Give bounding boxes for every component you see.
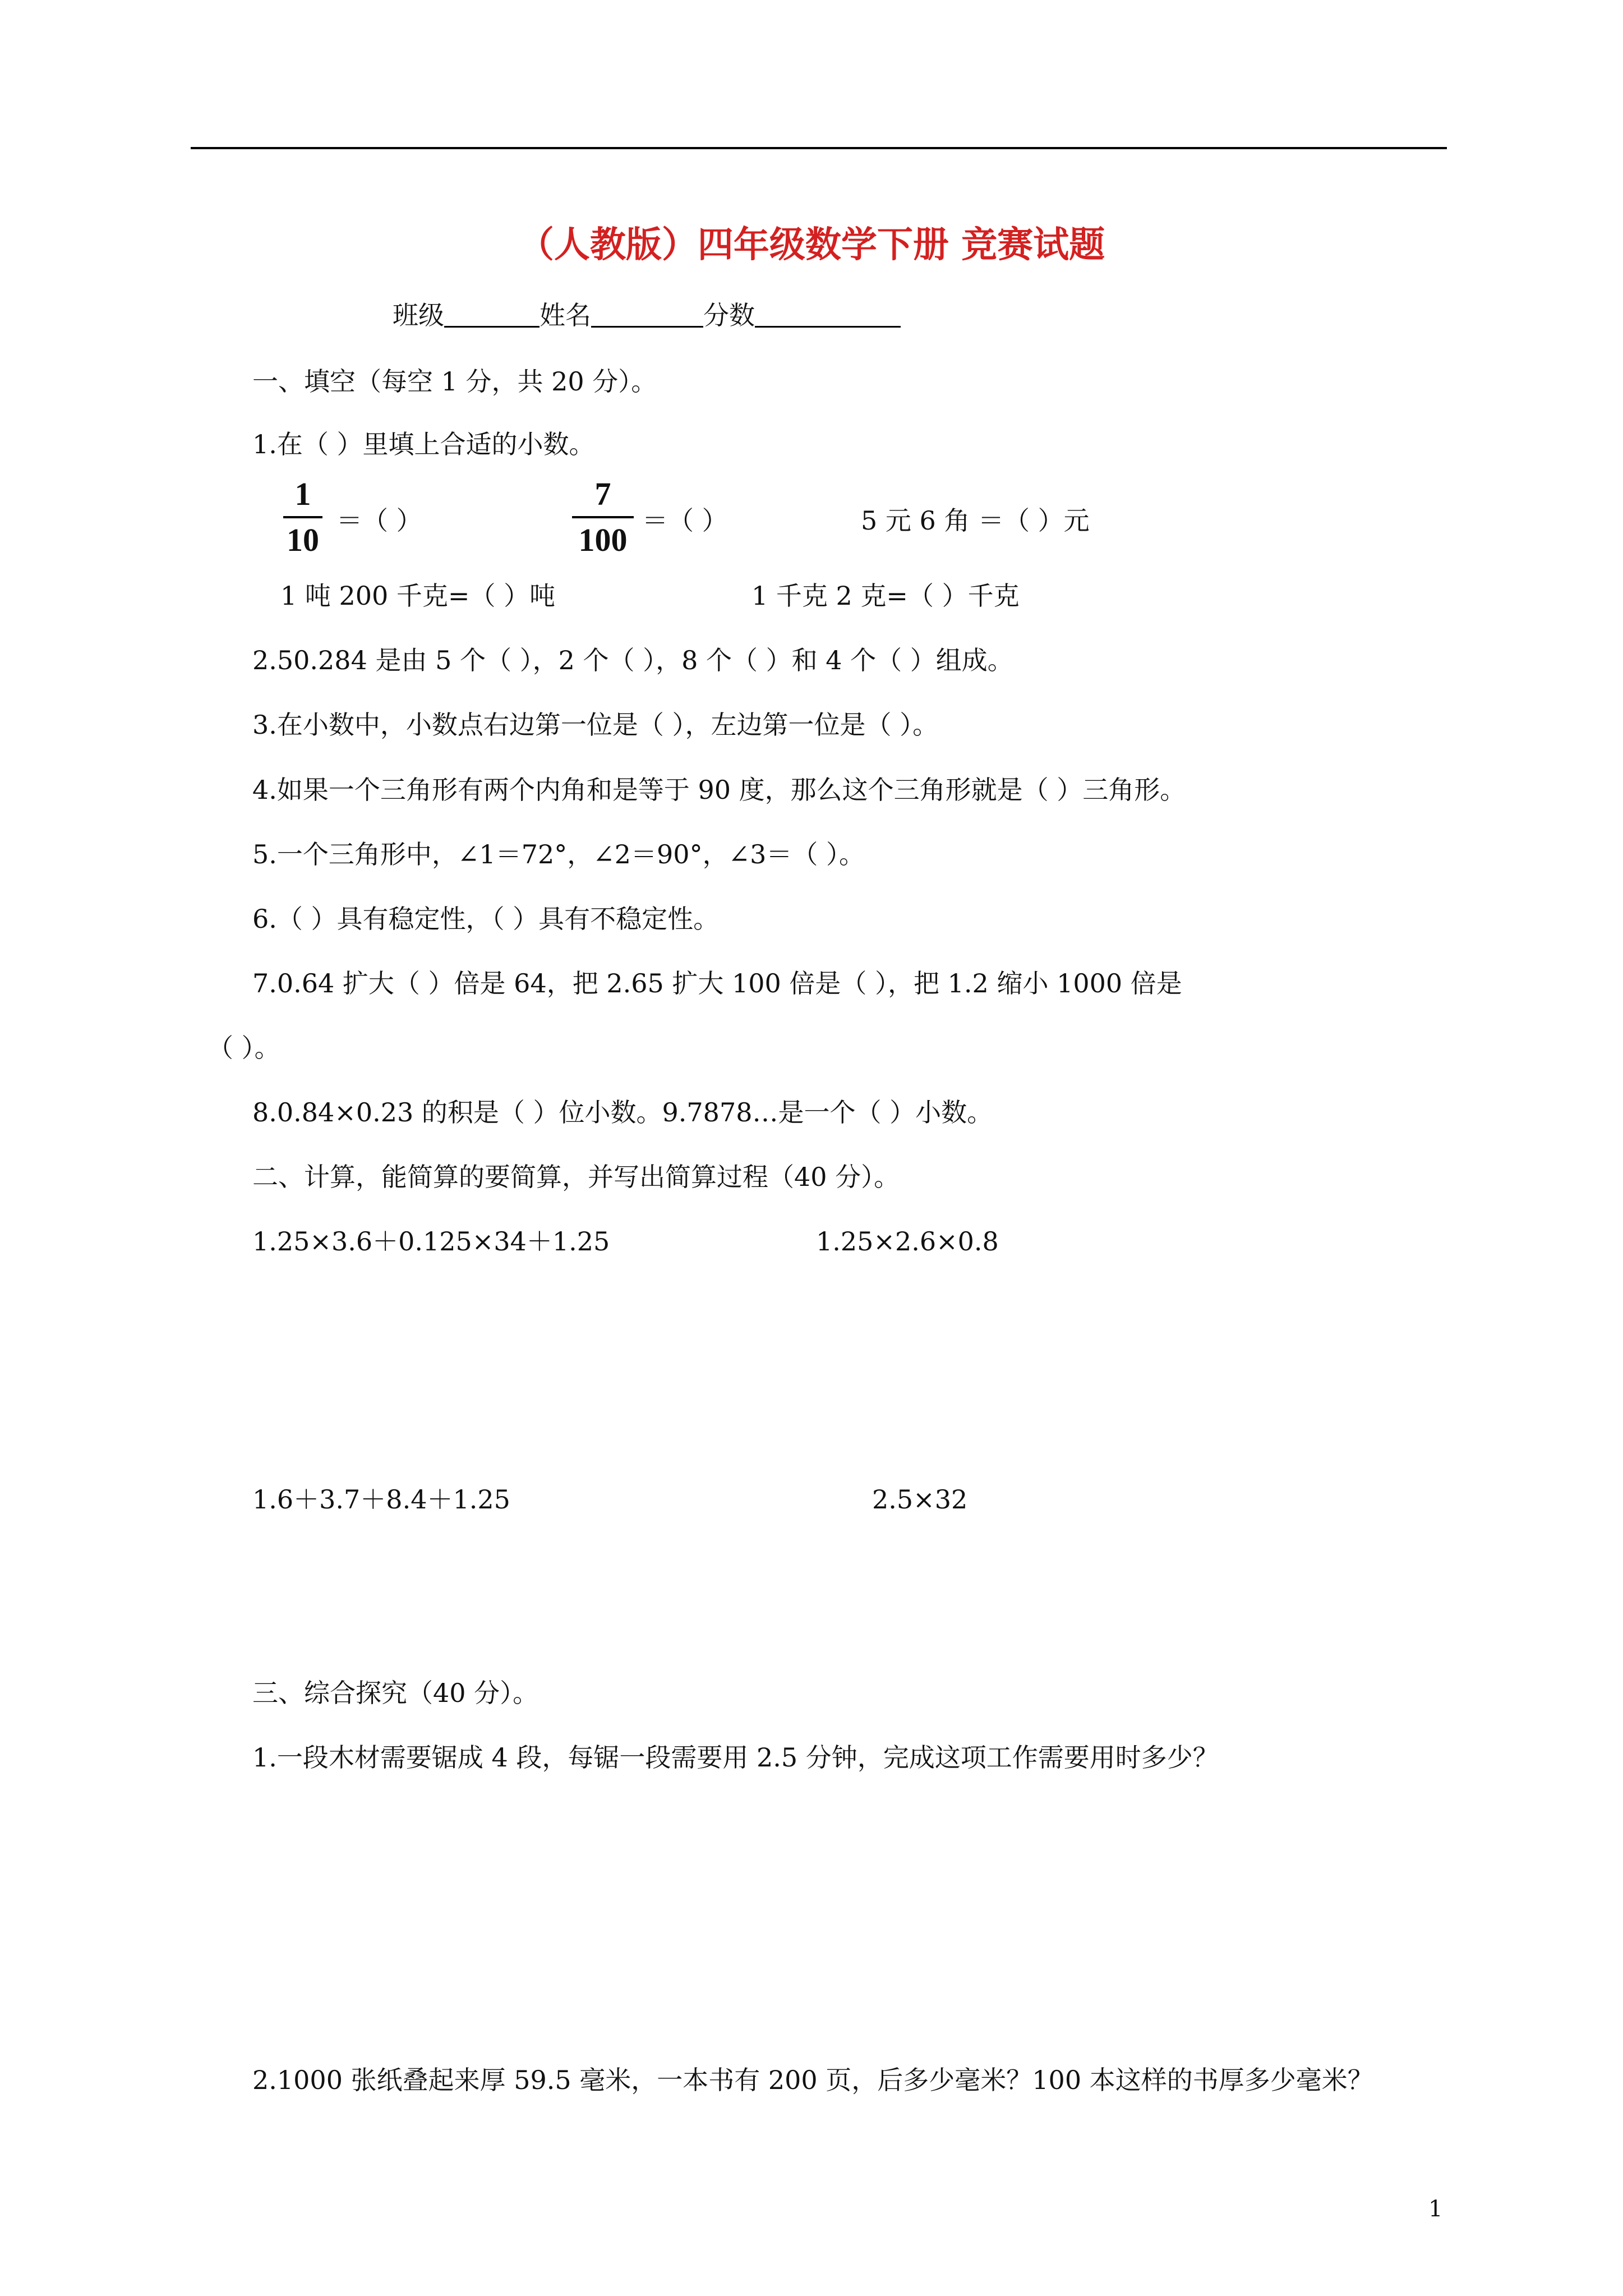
question-7-line-1: 7.0.64 扩大（ ）倍是 64，把 2.65 扩大 100 倍是（ ），把 1.2 缩小 1000 倍是 bbox=[252, 968, 1182, 999]
name-blank[interactable] bbox=[591, 301, 703, 328]
question-5: 5.一个三角形中，∠1＝72°，∠2＝90°，∠3＝（ ）。 bbox=[252, 839, 865, 869]
calc-3: 1.6＋3.7＋8.4＋1.25 bbox=[252, 1484, 510, 1515]
question-3: 3.在小数中，小数点右边第一位是（ ），左边第一位是（ ）。 bbox=[252, 710, 939, 740]
fraction-numerator: 7 bbox=[594, 476, 611, 512]
fraction-1-answer: ＝（ ） bbox=[336, 505, 422, 536]
calc-1: 1.25×3.6＋0.125×34＋1.25 bbox=[252, 1226, 610, 1257]
problem-2: 2.1000 张纸叠起来厚 59.5 毫米，一本书有 200 页，后多少毫米？100 本这样的书厚多少毫米？ bbox=[252, 2065, 1373, 2095]
score-blank[interactable] bbox=[755, 301, 901, 328]
page-number: 1 bbox=[1428, 2196, 1443, 2222]
fraction-7-100 bbox=[572, 476, 634, 559]
question-7-line-2: （ ）。 bbox=[208, 1033, 280, 1063]
q1-money: 5 元 6 角 ＝（ ）元 bbox=[861, 505, 1090, 536]
score-label: 分数 bbox=[703, 300, 755, 330]
class-blank[interactable] bbox=[444, 301, 540, 328]
fraction-bar bbox=[572, 516, 634, 518]
calc-4: 2.5×32 bbox=[872, 1484, 968, 1515]
question-4: 4.如果一个三角形有两个内角和是等于 90 度，那么这个三角形就是（ ）三角形。 bbox=[252, 775, 1186, 805]
calc-2: 1.25×2.6×0.8 bbox=[816, 1226, 999, 1257]
fraction-denominator: 10 bbox=[287, 522, 319, 558]
fraction-bar bbox=[283, 516, 322, 518]
fraction-numerator: 1 bbox=[294, 476, 311, 512]
class-label: 班级 bbox=[393, 300, 444, 330]
q1-kg: 1 千克 2 克=（ ）千克 bbox=[751, 581, 1020, 611]
fraction-denominator: 100 bbox=[578, 522, 628, 558]
question-6: 6.（ ）具有稳定性，（ ）具有不稳定性。 bbox=[252, 904, 720, 934]
fraction-2-answer: ＝（ ） bbox=[642, 505, 728, 536]
q1-intro: 1.在（ ）里填上合适的小数。 bbox=[252, 429, 595, 459]
question-2: 2.50.284 是由 5 个（ ），2 个（ ），8 个（ ）和 4 个（ ）组成。 bbox=[252, 645, 1013, 675]
name-label: 姓名 bbox=[540, 300, 591, 330]
student-info-row bbox=[393, 298, 901, 332]
problem-1: 1.一段木材需要锯成 4 段，每锯一段需要用 2.5 分钟，完成这项工作需要用时多少？ bbox=[252, 1742, 1219, 1773]
section3-heading: 三、综合探究（40 分）。 bbox=[252, 1678, 539, 1708]
fraction-1-10 bbox=[283, 476, 322, 559]
section1-heading: 一、填空（每空 1 分，共 20 分）。 bbox=[252, 366, 657, 397]
question-8: 8.0.84×0.23 的积是（ ）位小数。9.7878…是一个（ ）小数。 bbox=[252, 1097, 993, 1128]
q1-ton: 1 吨 200 千克=（ ）吨 bbox=[280, 581, 556, 611]
section2-heading: 二、计算，能简算的要简算，并写出简算过程（40 分）。 bbox=[252, 1162, 900, 1192]
page-title: （人教版）四年级数学下册 竞赛试题 bbox=[518, 224, 1105, 266]
header-rule bbox=[191, 147, 1447, 149]
